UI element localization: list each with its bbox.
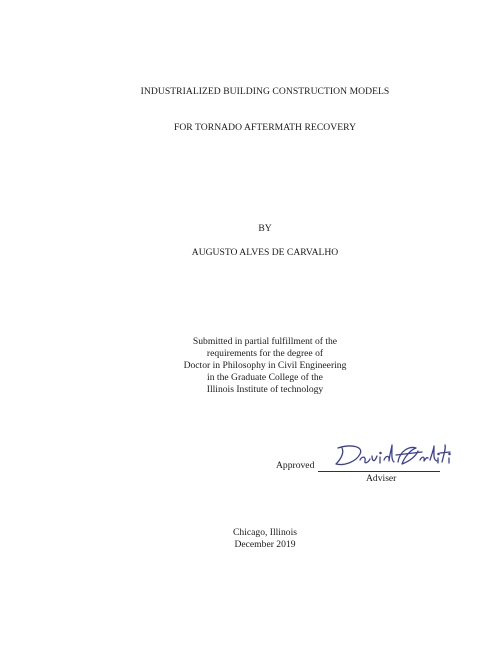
dissertation-title-line-2: FOR TORNADO AFTERMATH RECOVERY xyxy=(173,122,357,133)
dissertation-title-line-1: INDUSTRIALIZED BUILDING CONSTRUCTION MODELS xyxy=(140,86,390,97)
approved-label: Approved xyxy=(276,460,315,471)
adviser-label: Adviser xyxy=(366,473,397,484)
submission-line: Illinois Institute of technology xyxy=(206,384,324,395)
place-and-date xyxy=(0,527,500,551)
author-name: AUGUSTO ALVES DE CARVALHO xyxy=(191,247,339,258)
approval-block xyxy=(0,442,500,487)
submission-line: Doctor in Philosophy in Civil Engineering xyxy=(183,360,347,371)
submission-line: in the Graduate College of the xyxy=(207,372,323,383)
submission-statement xyxy=(0,336,500,396)
city-line: Chicago, Illinois xyxy=(233,527,297,538)
date-line: December 2019 xyxy=(234,539,296,550)
submission-line: requirements for the degree of xyxy=(206,348,324,359)
adviser-signature xyxy=(330,442,458,476)
by-label: BY xyxy=(258,223,272,234)
submission-line: Submitted in partial fulfillment of the xyxy=(192,336,338,347)
